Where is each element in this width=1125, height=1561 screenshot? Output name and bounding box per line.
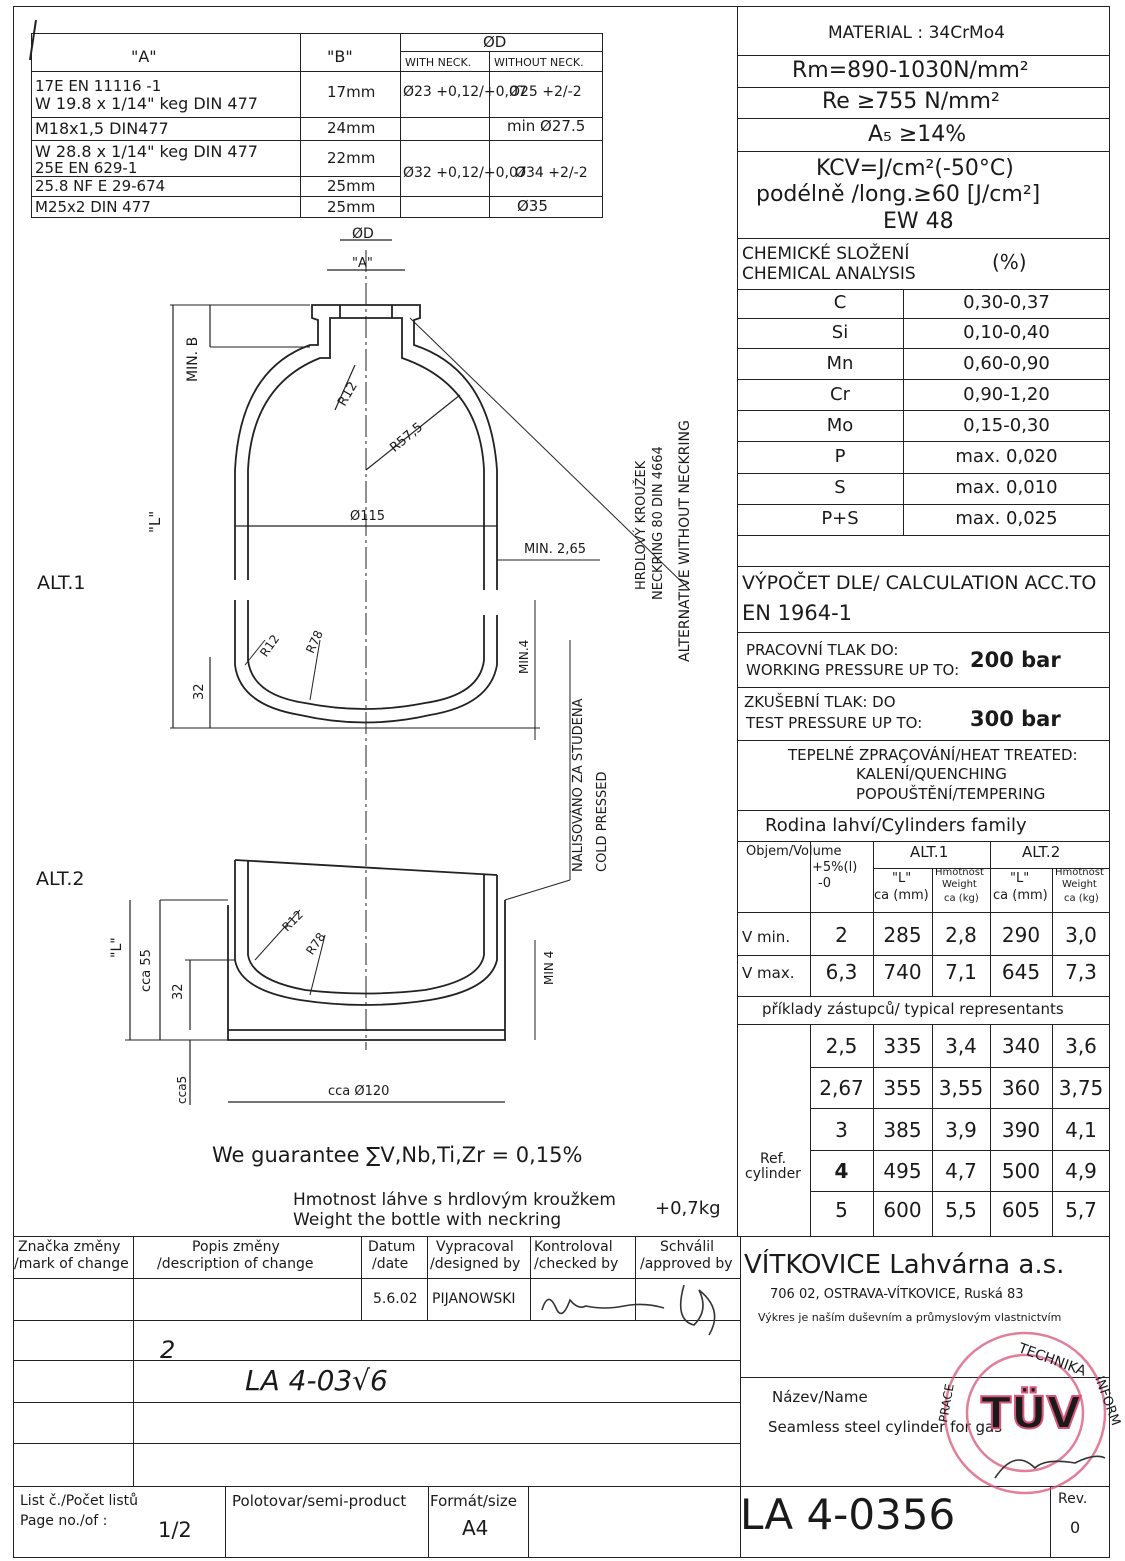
tb-h6: Schválil: [660, 1239, 714, 1255]
alt1-min4-label: MIN.4: [517, 639, 531, 674]
name-label: Název/Name: [772, 1388, 868, 1406]
stamp-right: INFORM: [1091, 1374, 1123, 1428]
rep3-vol: 3: [835, 1118, 848, 1142]
alt2-header: ALT.2: [1022, 843, 1061, 861]
stamp-top: TECHNIKA: [1016, 1340, 1089, 1380]
col-volume-3: -0: [818, 876, 831, 891]
chem-el-si: Si: [831, 322, 849, 343]
rep2-alt2-w: 3,75: [1058, 1076, 1104, 1100]
drawing-number: LA 4-0356: [740, 1490, 956, 1539]
company-name: VÍTKOVICE Lahvárna a.s.: [744, 1250, 1065, 1280]
a5-value: A₅ ≥14%: [868, 122, 967, 147]
rev-value: 0: [1070, 1518, 1081, 1537]
rep4-alt1-w: 4,7: [945, 1159, 977, 1183]
alt2-w3: ca (kg): [1064, 893, 1099, 904]
tb-h4b: /designed by: [430, 1256, 521, 1272]
row2-b: 24mm: [327, 119, 376, 137]
rep4-vol: 4: [834, 1159, 849, 1183]
rep5-vol: 5: [835, 1198, 848, 1222]
row3-without: Ø34 +2/-2: [515, 165, 588, 181]
header-without-neck: WITHOUT NECK.: [494, 56, 584, 69]
rep2-alt1-l: 355: [883, 1076, 922, 1100]
page-number: 1/2: [158, 1518, 192, 1542]
alt1-header: ALT.1: [910, 843, 949, 861]
chem-val-mo: 0,15-0,30: [963, 415, 1050, 436]
row4-b: 25mm: [327, 177, 376, 195]
hand-note-2: LA 4-03√6: [245, 1364, 388, 1397]
min265-label: MIN. 2,65: [524, 542, 586, 557]
row2-without: min Ø27.5: [507, 117, 586, 135]
vmin-alt1-w: 2,8: [945, 923, 977, 947]
copyright-note: Výkres je naším duševním a průmyslovým vlastnictvím: [758, 1311, 1062, 1324]
chem-el-mo: Mo: [826, 415, 854, 436]
alt2-w1: Hmotnost: [1055, 867, 1104, 878]
re-value: Re ≥755 N/mm²: [822, 89, 1000, 114]
chem-el-ps: P+S: [821, 508, 859, 529]
tb-h5: Kontroloval: [534, 1239, 613, 1255]
neckring-en: NECKRING 80 DIN 4664: [651, 446, 666, 600]
alt1-w2: Weight: [942, 879, 977, 890]
tp-value: 300 bar: [970, 707, 1061, 731]
tp-en: TEST PRESSURE UP TO:: [746, 714, 923, 732]
dim-a-label: "A": [352, 256, 373, 271]
r575-label: R57,5: [387, 419, 427, 456]
rep1-alt2-w: 3,6: [1065, 1034, 1097, 1058]
row5-without: Ø35: [517, 197, 548, 215]
rep4-alt2-l: 500: [1001, 1159, 1041, 1183]
typical-title: příklady zástupců/ typical representants: [762, 1000, 1064, 1018]
neckring-cz: HRDLOVÝ KROUŽEK: [634, 460, 649, 590]
vmin-vol: 2: [835, 923, 848, 947]
rep2-alt2-l: 360: [1001, 1076, 1041, 1100]
alt1-r78-label: R78: [303, 628, 326, 656]
vmin-alt2-l: 290: [1001, 923, 1041, 947]
stamp-mid: TÜV: [981, 1388, 1081, 1439]
rep3-alt2-l: 390: [1001, 1118, 1041, 1142]
tuv-stamp: [925, 1318, 1123, 1498]
wp-en: WORKING PRESSURE UP TO:: [746, 661, 960, 679]
chem-val-si: 0,10-0,40: [963, 322, 1050, 343]
kcv-line1: KCV=J/cm²(-50°C): [816, 156, 1014, 181]
rep4-alt2-w: 4,9: [1065, 1159, 1097, 1183]
alt2-32-label: 32: [171, 983, 186, 1000]
dim-d-label: ØD: [352, 226, 374, 242]
chem-el-p: P: [834, 446, 846, 467]
vmax-vol: 6,3: [825, 960, 858, 984]
row2-a: M18x1,5 DIN477: [35, 119, 169, 138]
rep2-alt1-w: 3,55: [938, 1076, 984, 1100]
vmin-alt1-l: 285: [883, 923, 922, 947]
row5-b: 25mm: [327, 198, 376, 216]
neck-table: [31, 33, 603, 218]
semi-product-label: Polotovar/semi-product: [232, 1492, 407, 1510]
alt2-l-label: "L": [109, 937, 125, 958]
row1-a: 17E EN 11116 -1: [35, 77, 162, 95]
vmax-alt1-l: 740: [883, 960, 922, 984]
chem-el-mn: Mn: [826, 353, 854, 374]
alt1-r12-label: R12: [257, 632, 283, 660]
cca55-label: cca 55: [139, 949, 154, 992]
heat-3: POPOUŠTĚNÍ/TEMPERING: [856, 785, 1046, 803]
cold-pressed-cz: NALISOVÁNO ZA STUDENA: [571, 698, 586, 872]
cold-pressed-en: COLD PRESSED: [595, 771, 610, 872]
chem-val-s: max. 0,010: [955, 477, 1058, 498]
tb-h3b: /date: [372, 1256, 409, 1272]
kcv-line2: podélně /long.≥60 [J/cm²]: [756, 182, 1041, 207]
tb-h2b: /description of change: [157, 1256, 314, 1272]
alt2-l: "L": [1010, 871, 1030, 886]
alt1-l-unit: ca (mm): [874, 888, 929, 903]
col-volume: Objem/Volume: [746, 844, 842, 859]
cca5-label: cca5: [175, 1075, 189, 1104]
rep5-alt1-l: 600: [883, 1198, 922, 1222]
heat-2: KALENÍ/QUENCHING: [856, 765, 1007, 783]
alt2-min4-label: MIN 4: [542, 950, 556, 985]
rep2-vol: 2,67: [819, 1076, 864, 1100]
chem-val-cr: 0,90-1,20: [963, 384, 1050, 405]
calc-standard: EN 1964-1: [742, 601, 853, 625]
chem-en: CHEMICAL ANALYSIS: [742, 264, 916, 284]
rep5-alt2-w: 5,7: [1065, 1198, 1097, 1222]
rep3-alt1-w: 3,9: [945, 1118, 977, 1142]
wp-cz: PRACOVNÍ TLAK DO:: [746, 641, 899, 659]
right-panel-divider: [737, 6, 738, 1236]
guarantee-text: We guarantee ∑V,Nb,Ti,Zr = 0,15%: [212, 1143, 583, 1167]
tb-h5b: /checked by: [534, 1256, 619, 1272]
tb-date: 5.6.02: [373, 1291, 418, 1307]
tp-cz: ZKUŠEBNÍ TLAK: DO: [744, 693, 896, 711]
row3-b: 22mm: [327, 149, 376, 167]
min-b-label: MIN. B: [185, 336, 201, 382]
cca120-label: cca Ø120: [328, 1084, 390, 1099]
chem-val-c: 0,30-0,37: [963, 292, 1050, 313]
vmin-label: V min.: [742, 928, 791, 946]
format-label: Formát/size: [430, 1492, 517, 1510]
header-d: ØD: [483, 33, 507, 51]
r12-label: R12: [335, 379, 361, 409]
vmax-label: V max.: [742, 964, 795, 982]
alt1-w3: ca (kg): [944, 893, 979, 904]
weight-value: +0,7kg: [655, 1198, 721, 1219]
ref-cylinder-label: Ref. cylinder: [745, 1151, 801, 1183]
weight-cz: Hmotnost láhve s hrdlovým kroužkem: [293, 1190, 616, 1210]
tb-h6b: /approved by: [640, 1256, 733, 1272]
tb-h2: Popis změny: [192, 1239, 280, 1255]
alt1-label: ALT.1: [37, 572, 86, 594]
l-label: "L": [146, 510, 164, 533]
tb-h3: Datum: [368, 1239, 416, 1255]
rep1-alt1-l: 335: [883, 1034, 922, 1058]
heat-1: TEPELNÉ ZPRAÇOVÁNÍ/HEAT TREATED:: [788, 746, 1078, 764]
vmax-alt1-w: 7,1: [945, 960, 977, 984]
col-volume-2: +5%(l): [812, 860, 858, 875]
chem-el-c: C: [833, 292, 847, 313]
header-b: "B": [327, 47, 353, 66]
row4-a: 25.8 NF E 29-674: [35, 177, 166, 195]
kcv-line3: EW 48: [883, 209, 954, 234]
chem-val-ps: max. 0,025: [955, 508, 1058, 529]
row1-b: 17mm: [327, 83, 376, 101]
family-title: Rodina lahví/Cylinders family: [765, 815, 1027, 836]
rep4-alt1-l: 495: [883, 1159, 922, 1183]
chem-val-mn: 0,60-0,90: [963, 353, 1050, 374]
rep5-alt1-w: 5,5: [945, 1198, 977, 1222]
vmin-alt2-w: 3,0: [1065, 923, 1097, 947]
company-address: 706 02, OSTRAVA-VÍTKOVICE, Ruská 83: [770, 1287, 1024, 1302]
vmax-alt2-l: 645: [1001, 960, 1041, 984]
rep1-alt1-w: 3,4: [945, 1034, 977, 1058]
vmax-alt2-w: 7,3: [1065, 960, 1097, 984]
stamp-left: PRACE: [936, 1382, 957, 1424]
row3-a: W 28.8 x 1/14" keg DIN 477: [35, 142, 258, 161]
weight-en: Weight the bottle with neckring: [293, 1210, 562, 1230]
material: MATERIAL : 34CrMo4: [828, 23, 1005, 43]
rev-label: Rev.: [1058, 1491, 1088, 1507]
alt2-w2: Weight: [1062, 879, 1097, 890]
rep5-alt2-l: 605: [1001, 1198, 1041, 1222]
chem-val-p: max. 0,020: [955, 446, 1058, 467]
row1-a2: W 19.8 x 1/14" keg DIN 477: [35, 94, 258, 113]
alt2-label: ALT.2: [36, 868, 85, 890]
rep1-vol: 2,5: [825, 1034, 858, 1058]
rep3-alt2-w: 4,1: [1065, 1118, 1097, 1142]
tb-h1b: /mark of change: [14, 1256, 129, 1272]
row3-a2: 25E EN 629-1: [35, 159, 138, 177]
rep3-alt1-l: 385: [883, 1118, 922, 1142]
row1-with: Ø23 +0,12/+0,07: [403, 84, 527, 100]
checker-signature: [534, 1280, 734, 1340]
page-label: List č./Počet listů: [20, 1493, 138, 1509]
hand-note-1: 2: [160, 1336, 176, 1364]
chem-el-cr: Cr: [830, 384, 850, 405]
rep1-alt2-l: 340: [1001, 1034, 1041, 1058]
header-with-neck: WITH NECK.: [405, 56, 472, 69]
alt1-l: "L": [892, 871, 912, 886]
row3-with: Ø32 +0,12/+0,07: [403, 165, 527, 181]
alt2-l-unit: ca (mm): [993, 888, 1048, 903]
alt1-32-label: 32: [192, 683, 207, 700]
chem-cz: CHEMICKÉ SLOŽENÍ: [742, 244, 910, 264]
header-a: "A": [131, 47, 157, 66]
tb-h4: Vypracoval: [436, 1239, 514, 1255]
alt1-w1: Hmotnost: [935, 867, 984, 878]
row5-a: M25x2 DIN 477: [35, 198, 151, 216]
d115-label: Ø115: [350, 509, 386, 524]
calc-label: VÝPOČET DLE/ CALCULATION ACC.TO: [742, 572, 1097, 594]
part-name: Seamless steel cylinder for gas: [768, 1418, 1003, 1436]
tb-h1: Značka změny: [18, 1239, 121, 1255]
alt2-r12-label: R12: [279, 907, 306, 935]
tb-designer: PIJANOWSKI: [432, 1291, 516, 1307]
format-value: A4: [462, 1516, 489, 1540]
chem-el-s: S: [834, 477, 846, 498]
wp-value: 200 bar: [970, 648, 1061, 672]
row1-without: Ø25 +2/-2: [509, 84, 582, 100]
rm-value: Rm=890-1030N/mm²: [792, 58, 1029, 83]
alt-without-neckring: ALTERNATIVE WITHOUT NECKRING: [677, 420, 693, 662]
alt2-r78-label: R78: [303, 930, 329, 958]
page-label-2: Page no./of :: [20, 1513, 108, 1529]
chem-pct: (%): [992, 250, 1027, 274]
